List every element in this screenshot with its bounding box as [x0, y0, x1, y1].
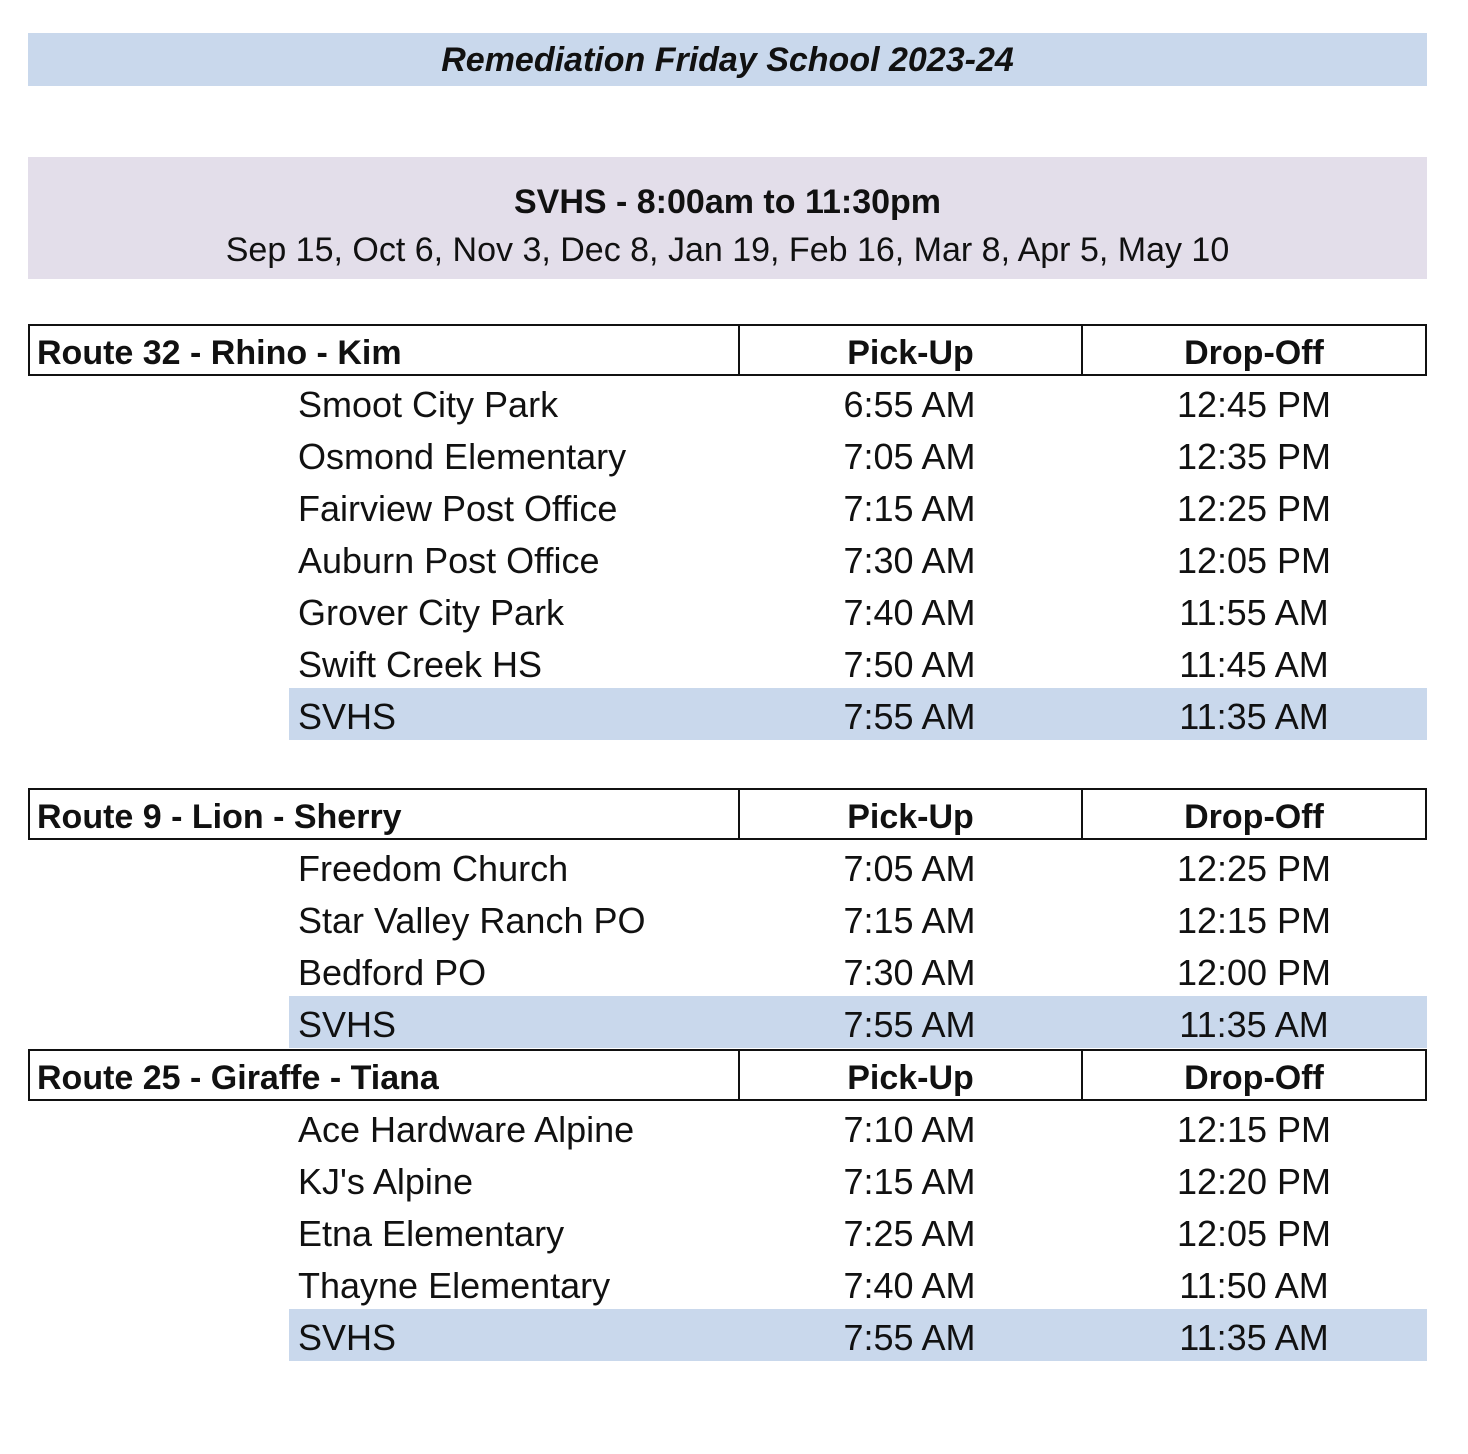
stop-name: SVHS — [298, 1317, 397, 1358]
dropoff-header: Drop-Off — [1184, 334, 1324, 372]
pickup-header: Pick-Up — [740, 790, 1083, 838]
stop-name: Auburn Post Office — [298, 540, 600, 581]
route-header — [28, 1049, 1427, 1101]
pickup-time: 7:40 AM — [843, 1265, 976, 1306]
stop-row — [289, 1153, 1427, 1205]
stop-name: Grover City Park — [298, 592, 565, 633]
stop-row — [289, 636, 1427, 688]
route-name: Route 9 - Lion - Sherry — [30, 790, 740, 838]
dropoff-time: 12:25 PM — [1176, 488, 1332, 529]
stop-name: Star Valley Ranch PO — [298, 900, 646, 941]
stop-row — [289, 532, 1427, 584]
route-table-9 — [28, 788, 1427, 1048]
stop-row — [289, 1101, 1427, 1153]
stop-row — [289, 428, 1427, 480]
stop-row — [289, 892, 1427, 944]
stop-name: KJ's Alpine — [298, 1161, 473, 1202]
dropoff-time: 12:00 PM — [1176, 952, 1332, 993]
stop-name: Freedom Church — [298, 848, 569, 889]
session-dates: Sep 15, Oct 6, Nov 3, Dec 8, Jan 19, Feb 16, Mar 8, Apr 5, May 10 — [225, 231, 1230, 269]
route-name: Route 32 - Rhino - Kim — [30, 326, 740, 374]
pickup-time: 7:30 AM — [843, 540, 976, 581]
dropoff-time: 11:35 AM — [1179, 696, 1329, 737]
stop-name: Swift Creek HS — [298, 644, 543, 685]
stop-name: Thayne Elementary — [298, 1265, 611, 1306]
session-title: SVHS - 8:00am to 11:30pm — [513, 183, 942, 221]
session-banner — [28, 157, 1427, 279]
dropoff-time: 12:15 PM — [1176, 1109, 1332, 1150]
stop-row — [289, 376, 1427, 428]
title-banner — [28, 33, 1427, 86]
route-header — [28, 788, 1427, 840]
pickup-time: 7:15 AM — [843, 900, 976, 941]
stop-row — [289, 1205, 1427, 1257]
pickup-time: 7:05 AM — [843, 848, 976, 889]
pickup-time: 7:15 AM — [843, 488, 976, 529]
dropoff-time: 11:55 AM — [1179, 592, 1329, 633]
dropoff-header: Drop-Off — [1184, 798, 1324, 836]
stop-name: SVHS — [298, 696, 397, 737]
pickup-time: 7:55 AM — [843, 696, 976, 737]
stop-row — [289, 840, 1427, 892]
dropoff-time: 11:45 AM — [1179, 644, 1329, 685]
pickup-header: Pick-Up — [740, 1051, 1083, 1099]
dropoff-time: 11:35 AM — [1179, 1004, 1329, 1045]
stop-name: Etna Elementary — [298, 1213, 565, 1254]
destination-row — [289, 1309, 1427, 1361]
pickup-time: 6:55 AM — [843, 384, 976, 425]
stop-row — [289, 480, 1427, 532]
pickup-time: 7:10 AM — [843, 1109, 976, 1150]
dropoff-time: 12:20 PM — [1176, 1161, 1332, 1202]
stop-name: Ace Hardware Alpine — [298, 1109, 635, 1150]
route-table-32 — [28, 324, 1427, 740]
stop-row — [289, 584, 1427, 636]
dropoff-time: 12:05 PM — [1176, 1213, 1332, 1254]
dropoff-header: Drop-Off — [1184, 1059, 1324, 1097]
dropoff-time: 12:15 PM — [1176, 900, 1332, 941]
pickup-time: 7:25 AM — [843, 1213, 976, 1254]
route-table-25 — [28, 1049, 1427, 1361]
pickup-time: 7:40 AM — [843, 592, 976, 633]
pickup-time: 7:15 AM — [843, 1161, 976, 1202]
stop-name: Smoot City Park — [298, 384, 559, 425]
dropoff-time: 11:35 AM — [1179, 1317, 1329, 1358]
destination-row — [289, 996, 1427, 1048]
pickup-time: 7:55 AM — [843, 1317, 976, 1358]
pickup-time: 7:50 AM — [843, 644, 976, 685]
stop-row — [289, 944, 1427, 996]
stop-name: SVHS — [298, 1004, 397, 1045]
destination-row — [289, 688, 1427, 740]
dropoff-time: 11:50 AM — [1179, 1265, 1329, 1306]
pickup-header: Pick-Up — [740, 326, 1083, 374]
stop-name: Osmond Elementary — [298, 436, 627, 477]
pickup-time: 7:55 AM — [843, 1004, 976, 1045]
dropoff-time: 12:45 PM — [1176, 384, 1332, 425]
dropoff-time: 12:35 PM — [1176, 436, 1332, 477]
stop-row — [289, 1257, 1427, 1309]
stop-name: Fairview Post Office — [298, 488, 618, 529]
route-header — [28, 324, 1427, 376]
dropoff-time: 12:25 PM — [1176, 848, 1332, 889]
route-name: Route 25 - Giraffe - Tiana — [30, 1051, 740, 1099]
page-title: Remediation Friday School 2023-24 — [441, 41, 1014, 79]
pickup-time: 7:30 AM — [843, 952, 976, 993]
pickup-time: 7:05 AM — [843, 436, 976, 477]
dropoff-time: 12:05 PM — [1176, 540, 1332, 581]
stop-name: Bedford PO — [298, 952, 487, 993]
